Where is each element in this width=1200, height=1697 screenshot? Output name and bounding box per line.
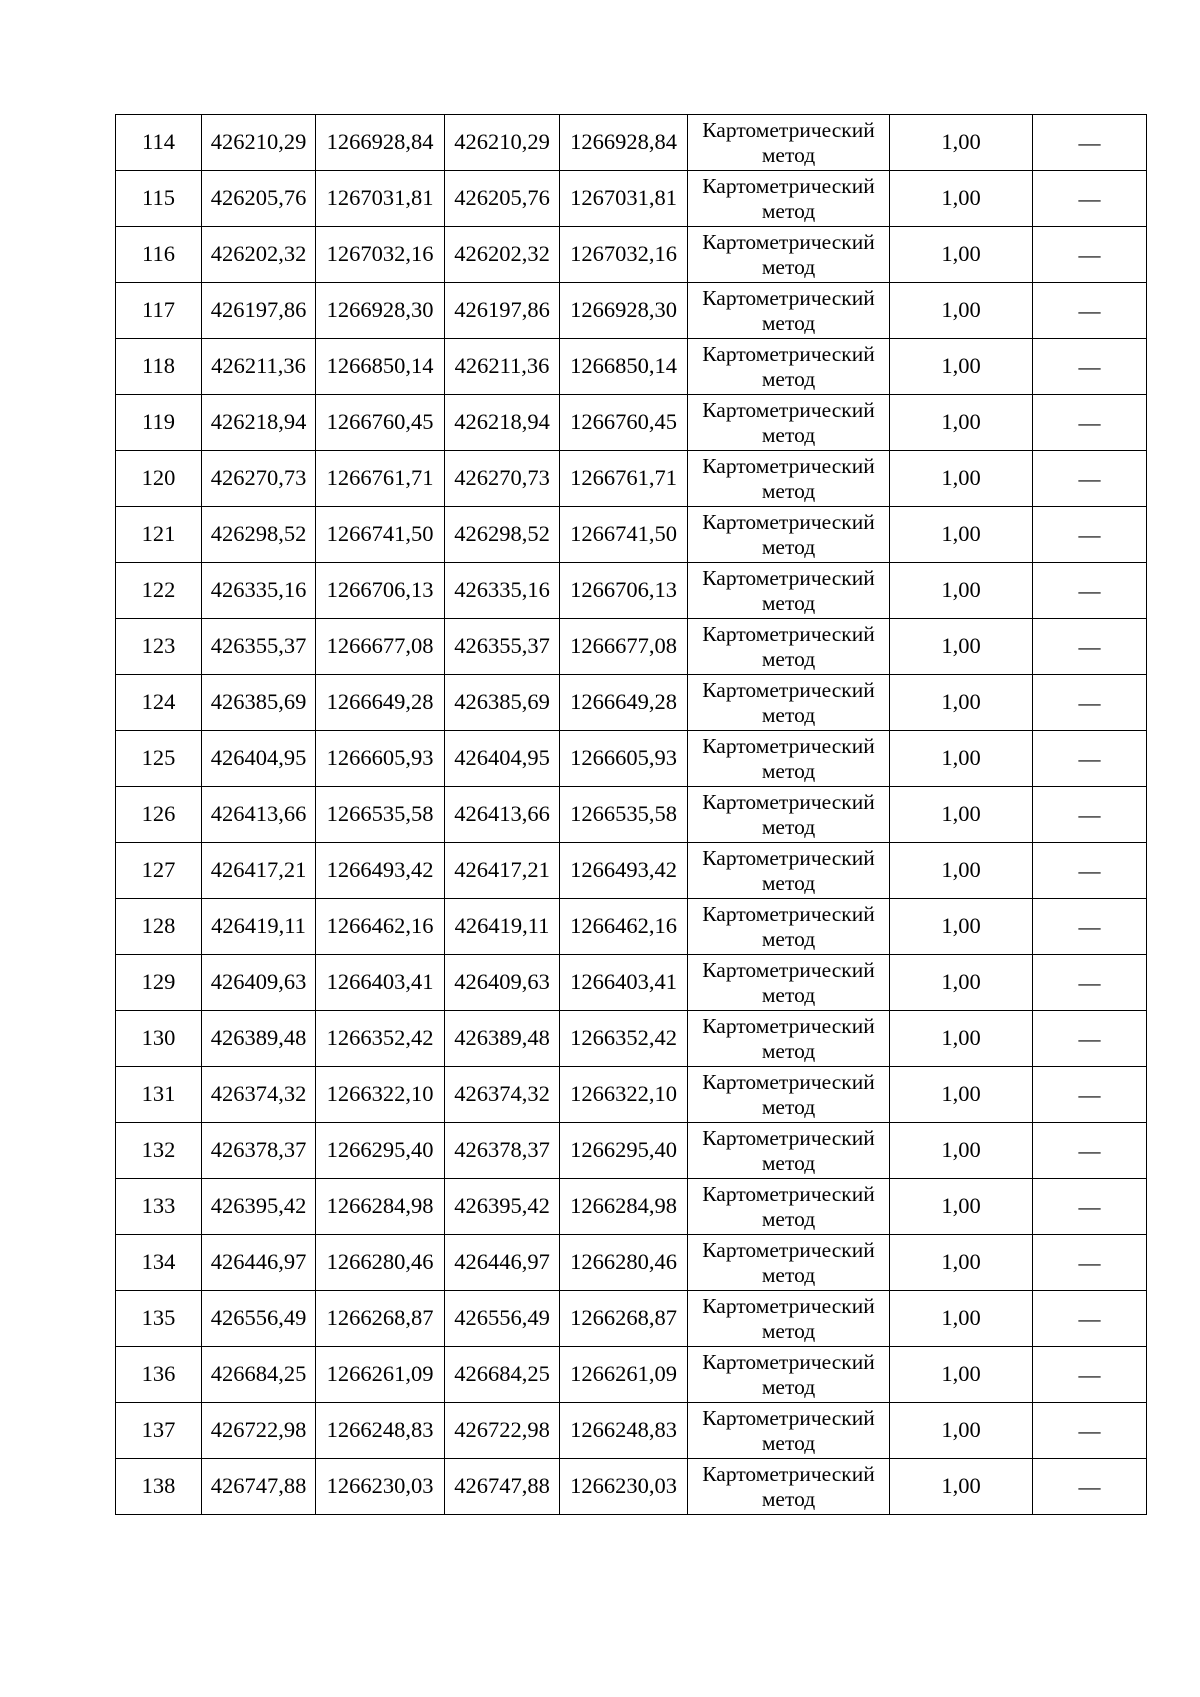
method-label: Картометрический [702, 1013, 875, 1038]
method-label: метод [761, 758, 816, 783]
point-number-cell: 131 [116, 1067, 202, 1123]
y-coordinate-cell: 1267032,16 [560, 227, 688, 283]
x-coordinate-cell: 426385,69 [445, 675, 560, 731]
y-coordinate-cell: 1266850,14 [316, 339, 445, 395]
y-coordinate-cell: 1266230,03 [316, 1459, 445, 1515]
x-coordinate-cell: 426389,48 [202, 1011, 316, 1067]
table-row [116, 339, 1147, 395]
method-cell [688, 563, 890, 619]
method-label: метод [761, 366, 816, 391]
method-cell [688, 1291, 890, 1347]
method-cell [688, 955, 890, 1011]
method-cell [688, 787, 890, 843]
y-coordinate-cell: 1266248,83 [316, 1403, 445, 1459]
note-cell: — [1033, 1011, 1147, 1067]
point-number-cell: 116 [116, 227, 202, 283]
note-cell: — [1033, 1235, 1147, 1291]
accuracy-cell: 1,00 [890, 339, 1033, 395]
method-cell [688, 1459, 890, 1515]
x-coordinate-cell: 426335,16 [445, 563, 560, 619]
table-row [116, 1459, 1147, 1515]
accuracy-cell: 1,00 [890, 115, 1033, 171]
y-coordinate-cell: 1266928,84 [316, 115, 445, 171]
point-number-cell: 130 [116, 1011, 202, 1067]
method-label: Картометрический [702, 1293, 875, 1318]
method-label: метод [761, 646, 816, 671]
method-label: метод [761, 310, 816, 335]
note-cell: — [1033, 1403, 1147, 1459]
method-label: метод [761, 1094, 816, 1119]
y-coordinate-cell: 1266677,08 [560, 619, 688, 675]
note-cell: — [1033, 507, 1147, 563]
method-label: метод [761, 702, 816, 727]
table-row [116, 395, 1147, 451]
y-coordinate-cell: 1267031,81 [316, 171, 445, 227]
y-coordinate-cell: 1266760,45 [560, 395, 688, 451]
accuracy-cell: 1,00 [890, 563, 1033, 619]
note-cell: — [1033, 227, 1147, 283]
note-cell: — [1033, 675, 1147, 731]
y-coordinate-cell: 1266284,98 [316, 1179, 445, 1235]
x-coordinate-cell: 426385,69 [202, 675, 316, 731]
x-coordinate-cell: 426211,36 [202, 339, 316, 395]
x-coordinate-cell: 426205,76 [202, 171, 316, 227]
y-coordinate-cell: 1266761,71 [316, 451, 445, 507]
table-row [116, 1123, 1147, 1179]
x-coordinate-cell: 426404,95 [445, 731, 560, 787]
method-label: метод [761, 870, 816, 895]
y-coordinate-cell: 1266928,84 [560, 115, 688, 171]
method-cell [688, 731, 890, 787]
method-cell [688, 283, 890, 339]
note-cell: — [1033, 619, 1147, 675]
y-coordinate-cell: 1266741,50 [316, 507, 445, 563]
x-coordinate-cell: 426202,32 [202, 227, 316, 283]
x-coordinate-cell: 426270,73 [445, 451, 560, 507]
y-coordinate-cell: 1266403,41 [316, 955, 445, 1011]
method-label: Картометрический [702, 957, 875, 982]
accuracy-cell: 1,00 [890, 1235, 1033, 1291]
table-row [116, 1067, 1147, 1123]
method-label: метод [761, 1150, 816, 1175]
method-label: Картометрический [702, 565, 875, 590]
x-coordinate-cell: 426298,52 [202, 507, 316, 563]
y-coordinate-cell: 1266352,42 [316, 1011, 445, 1067]
point-number-cell: 126 [116, 787, 202, 843]
accuracy-cell: 1,00 [890, 1291, 1033, 1347]
method-cell [688, 843, 890, 899]
method-label: Картометрический [702, 1125, 875, 1150]
table-row [116, 843, 1147, 899]
method-label: Картометрический [702, 1349, 875, 1374]
method-label: метод [761, 590, 816, 615]
y-coordinate-cell: 1266706,13 [316, 563, 445, 619]
x-coordinate-cell: 426210,29 [445, 115, 560, 171]
point-number-cell: 125 [116, 731, 202, 787]
method-label: Картометрический [702, 1069, 875, 1094]
accuracy-cell: 1,00 [890, 227, 1033, 283]
x-coordinate-cell: 426211,36 [445, 339, 560, 395]
y-coordinate-cell: 1266284,98 [560, 1179, 688, 1235]
x-coordinate-cell: 426446,97 [202, 1235, 316, 1291]
table-row [116, 283, 1147, 339]
x-coordinate-cell: 426218,94 [445, 395, 560, 451]
method-label: Картометрический [702, 1181, 875, 1206]
point-number-cell: 120 [116, 451, 202, 507]
point-number-cell: 119 [116, 395, 202, 451]
method-cell [688, 507, 890, 563]
y-coordinate-cell: 1266535,58 [560, 787, 688, 843]
table-row [116, 563, 1147, 619]
y-coordinate-cell: 1266677,08 [316, 619, 445, 675]
method-cell [688, 339, 890, 395]
accuracy-cell: 1,00 [890, 843, 1033, 899]
point-number-cell: 135 [116, 1291, 202, 1347]
method-label: метод [761, 198, 816, 223]
method-label: метод [761, 534, 816, 559]
x-coordinate-cell: 426218,94 [202, 395, 316, 451]
x-coordinate-cell: 426270,73 [202, 451, 316, 507]
point-number-cell: 129 [116, 955, 202, 1011]
method-label: Картометрический [702, 117, 875, 142]
method-label: метод [761, 1262, 816, 1287]
y-coordinate-cell: 1266295,40 [316, 1123, 445, 1179]
y-coordinate-cell: 1266493,42 [560, 843, 688, 899]
point-number-cell: 138 [116, 1459, 202, 1515]
x-coordinate-cell: 426684,25 [202, 1347, 316, 1403]
y-coordinate-cell: 1266928,30 [560, 283, 688, 339]
point-number-cell: 137 [116, 1403, 202, 1459]
table-row [116, 1347, 1147, 1403]
accuracy-cell: 1,00 [890, 787, 1033, 843]
y-coordinate-cell: 1266850,14 [560, 339, 688, 395]
accuracy-cell: 1,00 [890, 507, 1033, 563]
y-coordinate-cell: 1266230,03 [560, 1459, 688, 1515]
y-coordinate-cell: 1266280,46 [560, 1235, 688, 1291]
note-cell: — [1033, 283, 1147, 339]
point-number-cell: 117 [116, 283, 202, 339]
x-coordinate-cell: 426556,49 [202, 1291, 316, 1347]
y-coordinate-cell: 1266761,71 [560, 451, 688, 507]
note-cell: — [1033, 1179, 1147, 1235]
method-cell [688, 1011, 890, 1067]
point-number-cell: 127 [116, 843, 202, 899]
method-label: Картометрический [702, 341, 875, 366]
x-coordinate-cell: 426722,98 [445, 1403, 560, 1459]
y-coordinate-cell: 1266462,16 [560, 899, 688, 955]
table-row [116, 227, 1147, 283]
y-coordinate-cell: 1266268,87 [316, 1291, 445, 1347]
note-cell: — [1033, 787, 1147, 843]
note-cell: — [1033, 843, 1147, 899]
y-coordinate-cell: 1266322,10 [316, 1067, 445, 1123]
point-number-cell: 132 [116, 1123, 202, 1179]
x-coordinate-cell: 426335,16 [202, 563, 316, 619]
method-cell [688, 899, 890, 955]
method-cell [688, 227, 890, 283]
note-cell: — [1033, 395, 1147, 451]
x-coordinate-cell: 426419,11 [202, 899, 316, 955]
x-coordinate-cell: 426205,76 [445, 171, 560, 227]
note-cell: — [1033, 339, 1147, 395]
accuracy-cell: 1,00 [890, 171, 1033, 227]
x-coordinate-cell: 426722,98 [202, 1403, 316, 1459]
x-coordinate-cell: 426197,86 [202, 283, 316, 339]
method-label: Картометрический [702, 789, 875, 814]
method-label: Картометрический [702, 173, 875, 198]
y-coordinate-cell: 1266706,13 [560, 563, 688, 619]
x-coordinate-cell: 426355,37 [445, 619, 560, 675]
table-row [116, 1235, 1147, 1291]
x-coordinate-cell: 426298,52 [445, 507, 560, 563]
point-number-cell: 133 [116, 1179, 202, 1235]
table-row [116, 955, 1147, 1011]
x-coordinate-cell: 426556,49 [445, 1291, 560, 1347]
accuracy-cell: 1,00 [890, 899, 1033, 955]
x-coordinate-cell: 426389,48 [445, 1011, 560, 1067]
accuracy-cell: 1,00 [890, 1459, 1033, 1515]
x-coordinate-cell: 426413,66 [202, 787, 316, 843]
y-coordinate-cell: 1266741,50 [560, 507, 688, 563]
note-cell: — [1033, 171, 1147, 227]
x-coordinate-cell: 426355,37 [202, 619, 316, 675]
x-coordinate-cell: 426395,42 [202, 1179, 316, 1235]
coordinates-table [115, 114, 1147, 1515]
accuracy-cell: 1,00 [890, 675, 1033, 731]
method-cell [688, 451, 890, 507]
method-label: Картометрический [702, 733, 875, 758]
method-cell [688, 115, 890, 171]
method-label: Картометрический [702, 621, 875, 646]
point-number-cell: 122 [116, 563, 202, 619]
y-coordinate-cell: 1266295,40 [560, 1123, 688, 1179]
x-coordinate-cell: 426409,63 [202, 955, 316, 1011]
note-cell: — [1033, 1123, 1147, 1179]
x-coordinate-cell: 426197,86 [445, 283, 560, 339]
point-number-cell: 121 [116, 507, 202, 563]
method-cell [688, 1067, 890, 1123]
method-label: Картометрический [702, 397, 875, 422]
table-row [116, 899, 1147, 955]
method-cell [688, 1347, 890, 1403]
y-coordinate-cell: 1266248,83 [560, 1403, 688, 1459]
x-coordinate-cell: 426378,37 [202, 1123, 316, 1179]
method-cell [688, 675, 890, 731]
note-cell: — [1033, 899, 1147, 955]
point-number-cell: 134 [116, 1235, 202, 1291]
table-row [116, 171, 1147, 227]
x-coordinate-cell: 426419,11 [445, 899, 560, 955]
x-coordinate-cell: 426446,97 [445, 1235, 560, 1291]
accuracy-cell: 1,00 [890, 1123, 1033, 1179]
method-label: Картометрический [702, 845, 875, 870]
note-cell: — [1033, 731, 1147, 787]
table-row [116, 115, 1147, 171]
method-label: метод [761, 478, 816, 503]
method-label: метод [761, 142, 816, 167]
y-coordinate-cell: 1266268,87 [560, 1291, 688, 1347]
method-cell [688, 1123, 890, 1179]
method-label: Картометрический [702, 1461, 875, 1486]
y-coordinate-cell: 1266535,58 [316, 787, 445, 843]
note-cell: — [1033, 563, 1147, 619]
note-cell: — [1033, 451, 1147, 507]
method-label: Картометрический [702, 901, 875, 926]
point-number-cell: 136 [116, 1347, 202, 1403]
note-cell: — [1033, 1459, 1147, 1515]
method-label: Картометрический [702, 453, 875, 478]
method-label: метод [761, 1430, 816, 1455]
table-row [116, 451, 1147, 507]
table-row [116, 1403, 1147, 1459]
x-coordinate-cell: 426374,32 [445, 1067, 560, 1123]
method-cell [688, 1403, 890, 1459]
point-number-cell: 118 [116, 339, 202, 395]
point-number-cell: 128 [116, 899, 202, 955]
method-cell [688, 171, 890, 227]
note-cell: — [1033, 1067, 1147, 1123]
y-coordinate-cell: 1266928,30 [316, 283, 445, 339]
table-row [116, 787, 1147, 843]
accuracy-cell: 1,00 [890, 1403, 1033, 1459]
point-number-cell: 123 [116, 619, 202, 675]
x-coordinate-cell: 426417,21 [445, 843, 560, 899]
accuracy-cell: 1,00 [890, 1179, 1033, 1235]
table-row [116, 731, 1147, 787]
y-coordinate-cell: 1266261,09 [316, 1347, 445, 1403]
accuracy-cell: 1,00 [890, 1347, 1033, 1403]
accuracy-cell: 1,00 [890, 1011, 1033, 1067]
y-coordinate-cell: 1266462,16 [316, 899, 445, 955]
y-coordinate-cell: 1266605,93 [316, 731, 445, 787]
x-coordinate-cell: 426378,37 [445, 1123, 560, 1179]
point-number-cell: 115 [116, 171, 202, 227]
method-label: Картометрический [702, 509, 875, 534]
table-body [116, 115, 1147, 1515]
note-cell: — [1033, 115, 1147, 171]
x-coordinate-cell: 426747,88 [445, 1459, 560, 1515]
table-row [116, 1011, 1147, 1067]
y-coordinate-cell: 1266760,45 [316, 395, 445, 451]
y-coordinate-cell: 1266352,42 [560, 1011, 688, 1067]
accuracy-cell: 1,00 [890, 1067, 1033, 1123]
table-row [116, 507, 1147, 563]
accuracy-cell: 1,00 [890, 283, 1033, 339]
method-cell [688, 1179, 890, 1235]
method-cell [688, 619, 890, 675]
y-coordinate-cell: 1266403,41 [560, 955, 688, 1011]
method-label: Картометрический [702, 1237, 875, 1262]
x-coordinate-cell: 426404,95 [202, 731, 316, 787]
method-label: метод [761, 1486, 816, 1511]
note-cell: — [1033, 955, 1147, 1011]
x-coordinate-cell: 426413,66 [445, 787, 560, 843]
method-label: Картометрический [702, 1405, 875, 1430]
accuracy-cell: 1,00 [890, 955, 1033, 1011]
table-row [116, 1291, 1147, 1347]
table-row [116, 1179, 1147, 1235]
method-label: Картометрический [702, 229, 875, 254]
method-label: Картометрический [702, 677, 875, 702]
table-row [116, 619, 1147, 675]
y-coordinate-cell: 1267032,16 [316, 227, 445, 283]
accuracy-cell: 1,00 [890, 451, 1033, 507]
x-coordinate-cell: 426202,32 [445, 227, 560, 283]
method-label: метод [761, 1206, 816, 1231]
method-cell [688, 1235, 890, 1291]
method-label: метод [761, 1038, 816, 1063]
method-label: метод [761, 926, 816, 951]
x-coordinate-cell: 426409,63 [445, 955, 560, 1011]
method-label: метод [761, 422, 816, 447]
method-cell [688, 395, 890, 451]
method-label: метод [761, 814, 816, 839]
accuracy-cell: 1,00 [890, 395, 1033, 451]
method-label: метод [761, 254, 816, 279]
x-coordinate-cell: 426747,88 [202, 1459, 316, 1515]
y-coordinate-cell: 1266649,28 [316, 675, 445, 731]
method-label: Картометрический [702, 285, 875, 310]
x-coordinate-cell: 426417,21 [202, 843, 316, 899]
y-coordinate-cell: 1266493,42 [316, 843, 445, 899]
y-coordinate-cell: 1266280,46 [316, 1235, 445, 1291]
y-coordinate-cell: 1266261,09 [560, 1347, 688, 1403]
x-coordinate-cell: 426374,32 [202, 1067, 316, 1123]
note-cell: — [1033, 1347, 1147, 1403]
y-coordinate-cell: 1266605,93 [560, 731, 688, 787]
point-number-cell: 114 [116, 115, 202, 171]
x-coordinate-cell: 426684,25 [445, 1347, 560, 1403]
method-label: метод [761, 1374, 816, 1399]
y-coordinate-cell: 1266322,10 [560, 1067, 688, 1123]
method-label: метод [761, 1318, 816, 1343]
point-number-cell: 124 [116, 675, 202, 731]
accuracy-cell: 1,00 [890, 731, 1033, 787]
method-label: метод [761, 982, 816, 1007]
x-coordinate-cell: 426395,42 [445, 1179, 560, 1235]
y-coordinate-cell: 1266649,28 [560, 675, 688, 731]
table-row [116, 675, 1147, 731]
note-cell: — [1033, 1291, 1147, 1347]
accuracy-cell: 1,00 [890, 619, 1033, 675]
x-coordinate-cell: 426210,29 [202, 115, 316, 171]
y-coordinate-cell: 1267031,81 [560, 171, 688, 227]
